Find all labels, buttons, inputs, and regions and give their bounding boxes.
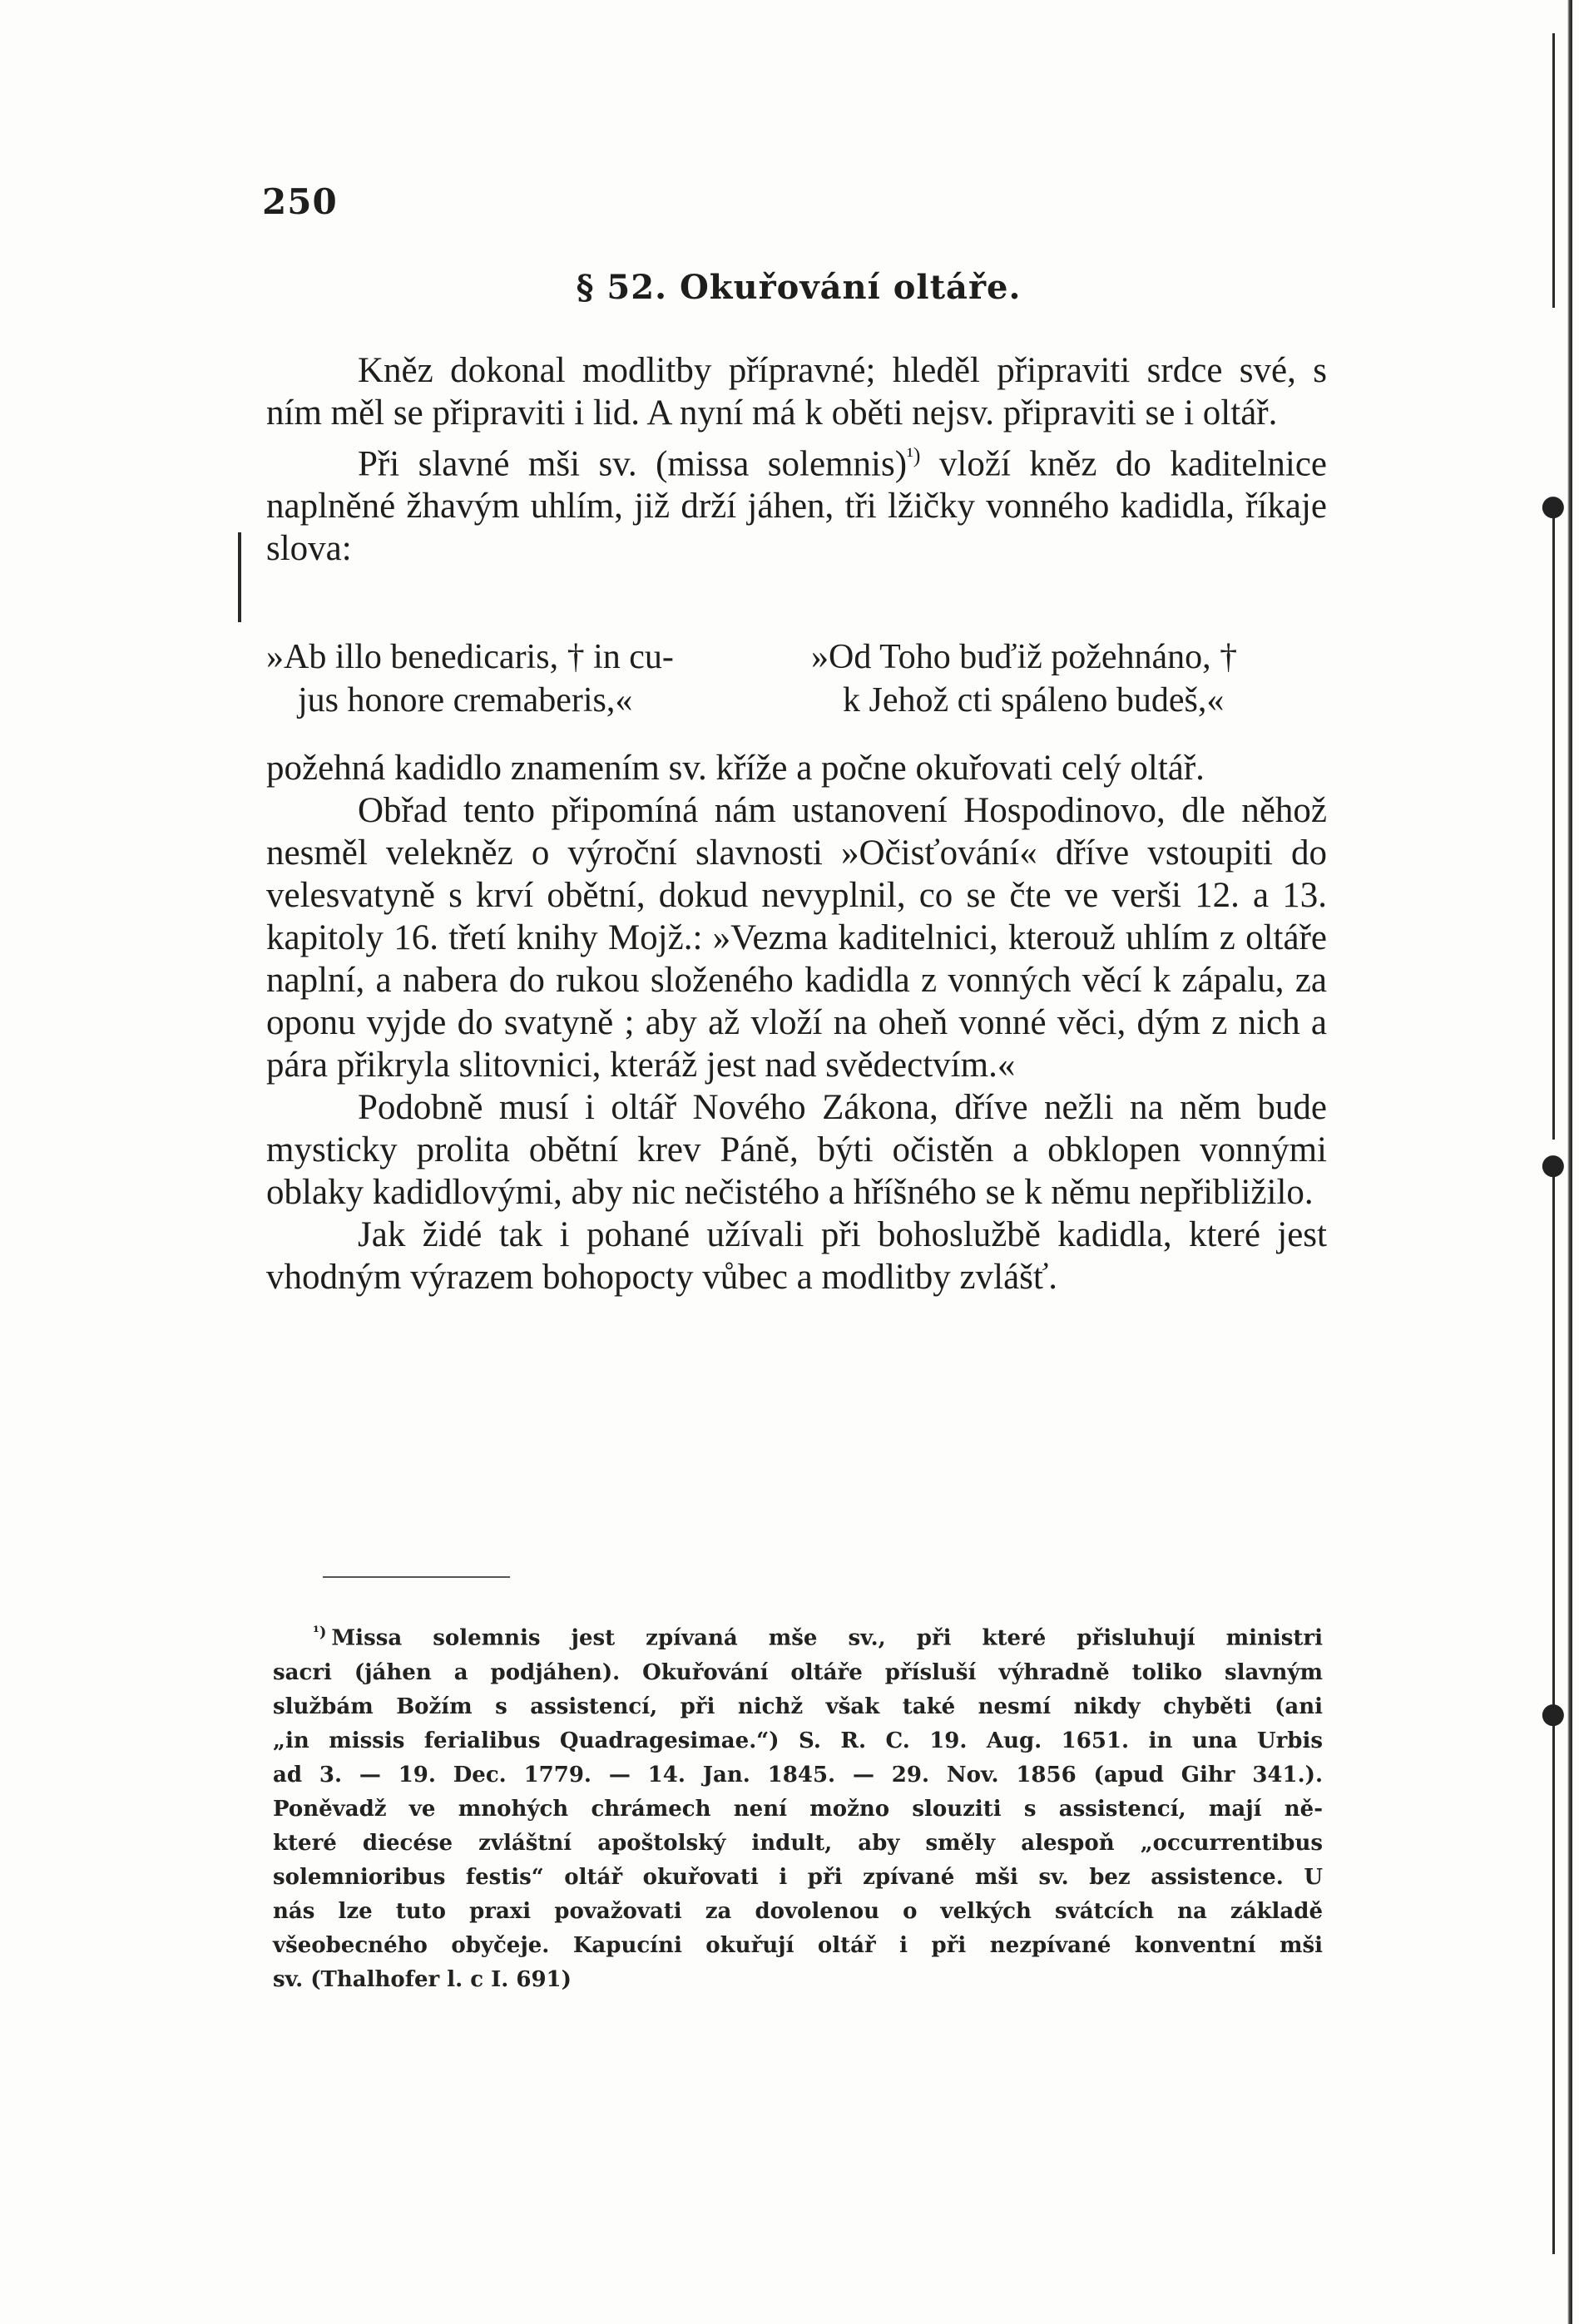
footnote-line: solemnioribus festis“ oltář okuřovati i při zpívané mši sv. bez assistence. U bbox=[273, 1864, 1323, 1890]
margin-bar bbox=[238, 532, 241, 622]
section-heading: § 52. Okuřování oltáře. bbox=[576, 268, 1022, 307]
footnote-line: sacri (jáhen a podjáhen). Okuřování oltáře přísluší výhradně toliko slavným bbox=[273, 1659, 1323, 1685]
footnote-marker: ¹) bbox=[313, 1624, 327, 1641]
footnote-line: „in missis ferialibus Quadragesimae.“) S. R. C. 19. Aug. 1651. in una Urbis bbox=[273, 1728, 1323, 1753]
bullet-mark-icon: ● bbox=[1541, 489, 1566, 522]
solemn-mass-rest: vloží kněz do kaditelnice naplněné žhavým uhlím, již drží jáhen, tři lžičky vonného kadidla, říkaje slova: bbox=[266, 444, 1327, 569]
footnote bbox=[273, 1615, 1323, 1997]
footnote-line: nás lze tuto praxi považovati za dovolenou o velkých svátcích na základě bbox=[273, 1898, 1323, 1924]
paragraph-new-covenant: Podobně musí i oltář Nového Zákona, dříve nežli na něm bude mysticky prolita obětní krev Páně, býti očistěn a obklopen vonnými oblaky kadidlovými, aby nic nečistého a hříšného se k němu nepřibližilo. bbox=[266, 1088, 1327, 1212]
paragraph-rite: Obřad tento připomíná nám ustanovení Hospodinovo, dle něhož nesměl velekněz o výroční slavnosti »Očisťování« dříve vstoupiti do velesvatyně s krví obětní, dokud nevyplnil, co se čte ve verši 12. a 13. kapitoly 16. třetí knihy Mojž.: »Vezma kaditelnici, kterouž uhlím z oltáře naplní, a nabera do rukou složeného kadidla z vonných věcí k zápalu, za oponu vyjde do svatyně ; aby až vloží na oheň vonné věci, dým z nich a pára přikryla slitovnici, kteráž jest nad svědectvím.« bbox=[266, 791, 1327, 1085]
bullet-mark-icon: ● bbox=[1541, 1148, 1566, 1181]
footnote-line: všeobecného obyčeje. Kapucíni okuřují oltář i při nezpívané konventní mši bbox=[273, 1932, 1323, 1958]
main-text-top bbox=[266, 349, 1327, 570]
page-edge-shadow bbox=[1567, 0, 1572, 2324]
paragraph-intro: Kněz dokonal modlitby přípravné; hleděl připraviti srdce své, s ním měl se připraviti i lid. A nyní má k oběti nejsv. připraviti se i oltář. bbox=[266, 351, 1327, 433]
solemn-mass-lead: Při slavné mši sv. (missa solemnis) bbox=[358, 444, 908, 484]
binding-edge-mark bbox=[1552, 33, 1555, 308]
footnote-line: Poněvadž ve mnohých chrámech není možno slouziti s assistencí, mají ně- bbox=[273, 1796, 1323, 1822]
czech-verse-line-1: »Od Toho buďiž požehnáno, † bbox=[811, 638, 1238, 676]
paragraph-incense: Jak židé tak i pohané užívali při bohoslužbě kadidla, které jest vhodným výrazem bohopocty vůbec a modlitby zvlášť. bbox=[266, 1215, 1327, 1297]
footnote-line: $^{^1)}$ Missa solemnis jest zpívaná mše sv., při které přisluhují ministri bbox=[313, 1624, 1323, 1651]
latin-verse-line-2: jus honore cremaberis,« bbox=[298, 681, 633, 719]
paragraph-solemn-mass bbox=[266, 434, 1327, 570]
footnote-divider bbox=[323, 1576, 510, 1578]
binding-edge-mark bbox=[1552, 507, 1555, 1140]
czech-verse bbox=[811, 635, 1319, 722]
czech-verse-line-2: k Jehož cti spáleno budeš,« bbox=[843, 681, 1225, 719]
footnote-line: sv. (Thalhofer l. c I. 691) bbox=[273, 1966, 572, 1992]
main-text-bottom bbox=[266, 747, 1327, 1298]
footnote-line: které diecése zvláštní apoštolský indult, aby směly alespoň „occurrentibus bbox=[273, 1830, 1323, 1856]
blessing-verses bbox=[266, 635, 1327, 727]
footnote-reference[interactable]: ¹) bbox=[907, 443, 921, 467]
paragraph-blessing: požehná kadidlo znamením sv. kříže a počne okuřovati celý oltář. bbox=[266, 749, 1205, 788]
page-number: 250 bbox=[262, 181, 338, 222]
latin-verse bbox=[266, 635, 774, 722]
bullet-mark-icon: ● bbox=[1541, 1697, 1566, 1730]
latin-verse-line-1: »Ab illo benedicaris, † in cu- bbox=[266, 638, 674, 676]
footnote-line: ad 3. — 19. Dec. 1779. — 14. Jan. 1845. — 29. Nov. 1856 (apud Gihr 341.). bbox=[273, 1762, 1323, 1788]
footnote-line: službám Božím s assistencí, při nichž však také nesmí nikdy chyběti (ani bbox=[273, 1694, 1323, 1719]
